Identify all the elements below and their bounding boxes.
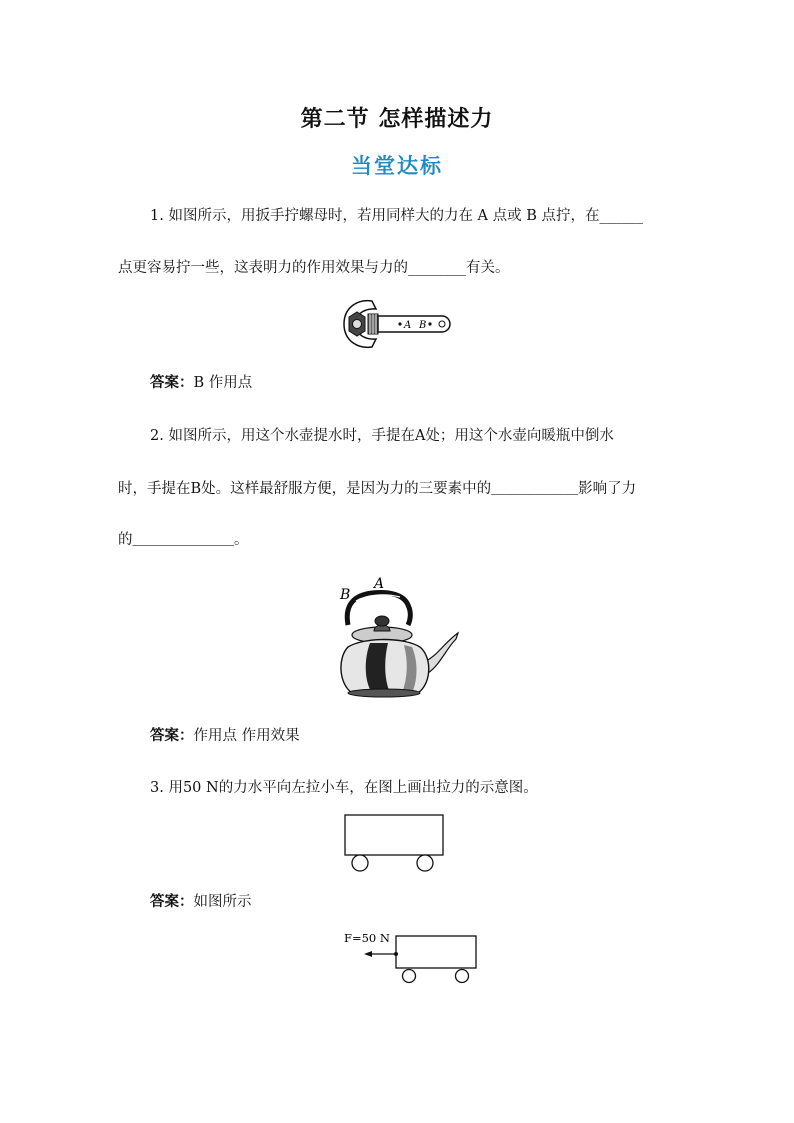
cart-force-figure (340, 926, 482, 988)
kettle-label-a: A (374, 576, 385, 592)
q3-answer (150, 892, 710, 912)
q3-answer-label: 答案： (150, 893, 194, 910)
force-label: F=50 N (344, 931, 390, 945)
q1-line-1: 1. 如图所示，用扳手拧螺母时，若用同样大的力在 A 点或 B 点拧，在______ (150, 208, 644, 224)
q1-line-2: 点更容易拧一些，这表明力的作用效果与力的________有关。 (118, 260, 510, 276)
q3-answer-text: 如图所示 (193, 894, 252, 910)
page-title: 第二节 怎样描述力 (300, 106, 494, 132)
q3-line-1: 3. 用50 N的力水平向左拉小车，在图上画出拉力的示意图。 (150, 780, 538, 796)
q2-answer (150, 726, 710, 746)
q2-line-2: 时，手提在B处。这样最舒服方便，是因为力的三要素中的＿＿＿＿＿＿影响了力 (118, 481, 637, 497)
q2-line-3: 的＿＿＿＿＿＿＿。 (118, 532, 249, 548)
kettle-figure (334, 573, 462, 705)
kettle-label-b: B (340, 587, 351, 603)
wrench-label-a: A (404, 320, 412, 331)
q2-line-1: 2. 如图所示，用这个水壶提水时，手提在A处；用这个水壶向暖瓶中倒水 (150, 428, 614, 444)
wrench-figure (340, 297, 452, 351)
cart-figure (340, 812, 448, 876)
q2-answer-label: 答案： (150, 727, 194, 744)
section-subtitle: 当堂达标 (351, 153, 443, 178)
q1-answer-label: 答案： (150, 374, 194, 391)
q1-answer (150, 373, 710, 393)
q1-answer-text: B 作用点 (193, 375, 253, 391)
wrench-label-b: B (419, 320, 427, 331)
q2-answer-text: 作用点 作用效果 (193, 728, 300, 744)
